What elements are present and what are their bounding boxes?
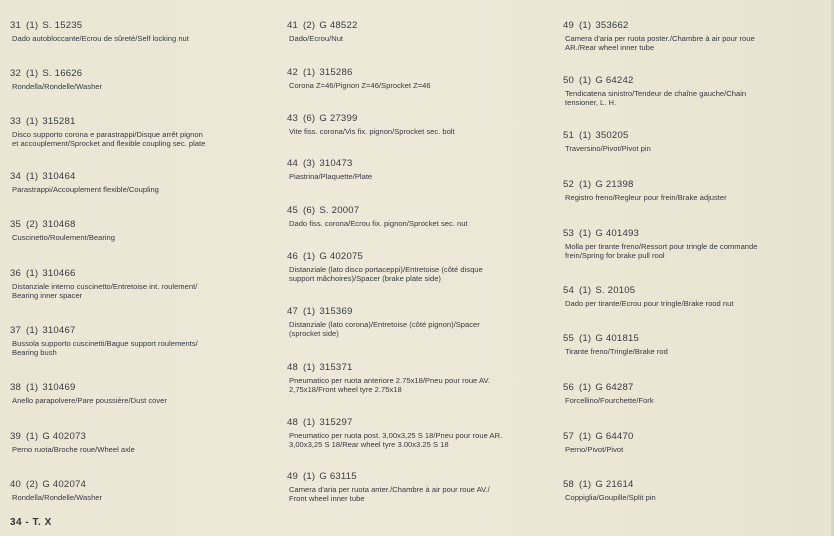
part-quantity: (1) bbox=[26, 431, 39, 442]
part-code: G 27399 bbox=[319, 113, 358, 124]
part-ref-number: 38 bbox=[10, 382, 22, 393]
part-description-line: Distanziale (lato corona)/Entretoise (côté pignon)/Spacer bbox=[289, 320, 480, 329]
part-entry bbox=[287, 20, 549, 43]
part-code: G 64242 bbox=[595, 75, 634, 86]
part-code: G 64470 bbox=[595, 431, 634, 442]
part-code: G 402075 bbox=[319, 251, 364, 262]
part-entry-header bbox=[563, 333, 828, 345]
part-entry-header bbox=[287, 205, 549, 217]
part-entry-header bbox=[287, 251, 549, 263]
part-entry bbox=[563, 130, 828, 153]
part-entry-header bbox=[287, 471, 549, 483]
part-entry bbox=[287, 205, 549, 228]
part-description bbox=[12, 339, 280, 357]
part-description-line: Anello parapolvere/Pare poussière/Dust cover bbox=[12, 396, 167, 405]
part-description-line: Traversino/Pivot/Pivot pin bbox=[565, 144, 651, 153]
part-code: 315297 bbox=[319, 417, 353, 428]
part-quantity: (6) bbox=[303, 205, 316, 216]
part-entry-header bbox=[10, 20, 280, 32]
part-description-line: Tendicatena sinistro/Tendeur de chaîne gauche/Chain bbox=[565, 89, 747, 98]
part-ref-number: 55 bbox=[563, 333, 575, 344]
part-entry-header bbox=[287, 417, 549, 429]
part-description-line: Rondella/Rondelle/Washer bbox=[12, 493, 103, 502]
part-code: 315371 bbox=[319, 362, 353, 373]
page-edge-shadow bbox=[830, 0, 834, 536]
part-code: 315281 bbox=[42, 116, 76, 127]
part-description-line: Tirante freno/Tringle/Brake rod bbox=[565, 347, 668, 356]
part-code: G 402074 bbox=[42, 479, 87, 490]
page-footer-label: 34 - T. X bbox=[10, 517, 52, 528]
part-description-line: Corona Z=46/Pignon Z=46/Sprocket Z=46 bbox=[289, 81, 431, 90]
part-entry bbox=[287, 251, 549, 283]
part-description bbox=[289, 431, 549, 449]
part-description-line: Camera d'aria per ruota anter./Chambre à air pour roue AV./ bbox=[289, 485, 490, 494]
part-entry-header bbox=[563, 479, 828, 491]
part-description-line: Vite fiss. corona/Vis fix. pignon/Sprocket sec. bolt bbox=[289, 127, 455, 136]
part-description bbox=[565, 347, 828, 356]
part-code: 353662 bbox=[595, 20, 629, 31]
part-code: S. 16626 bbox=[42, 68, 83, 79]
part-description-line: Rondella/Rondelle/Washer bbox=[12, 82, 103, 91]
part-entry-header bbox=[10, 325, 280, 337]
part-quantity: (2) bbox=[26, 479, 39, 490]
part-code: 310469 bbox=[42, 382, 76, 393]
part-entry-header bbox=[287, 67, 549, 79]
part-ref-number: 49 bbox=[563, 20, 575, 31]
part-entry-header bbox=[563, 179, 828, 191]
part-quantity: (1) bbox=[26, 268, 39, 279]
part-ref-number: 40 bbox=[10, 479, 22, 490]
part-description bbox=[289, 34, 549, 43]
part-description bbox=[12, 396, 280, 405]
part-entry bbox=[287, 417, 549, 449]
part-entry bbox=[563, 179, 828, 202]
part-description bbox=[565, 242, 828, 260]
part-quantity: (1) bbox=[26, 382, 39, 393]
part-description-line: Piastrina/Plaquette/Plate bbox=[289, 172, 373, 181]
part-quantity: (1) bbox=[303, 306, 316, 317]
part-description bbox=[12, 185, 280, 194]
part-description-line: Pneumatico per ruota anteriore 2.75x18/Pneu pour roue AV. bbox=[289, 376, 490, 385]
part-quantity: (1) bbox=[303, 417, 316, 428]
part-code: 350205 bbox=[595, 130, 629, 141]
part-quantity: (6) bbox=[303, 113, 316, 124]
part-description-line: Coppiglia/Goupille/Split pin bbox=[565, 493, 656, 502]
part-entry bbox=[287, 158, 549, 181]
part-code: S. 15235 bbox=[42, 20, 83, 31]
part-description-line: Perno/Pivot/Pivot bbox=[565, 445, 624, 454]
part-description-line: frein/Spring for brake pull rool bbox=[565, 251, 665, 261]
part-description-line: Dado autobloccante/Ecrou de sûreté/Self locking nut bbox=[12, 34, 189, 43]
part-description bbox=[289, 376, 549, 394]
part-code: G 401815 bbox=[595, 333, 640, 344]
part-description bbox=[289, 127, 549, 136]
part-ref-number: 58 bbox=[563, 479, 575, 490]
part-description-line: Dado per tirante/Ecrou pour tringle/Brake rood nut bbox=[565, 299, 734, 308]
part-entry bbox=[287, 471, 549, 503]
part-quantity: (1) bbox=[579, 479, 592, 490]
part-description bbox=[565, 34, 828, 52]
part-ref-number: 49 bbox=[287, 471, 299, 482]
part-entry bbox=[563, 285, 828, 308]
part-entry-header bbox=[563, 75, 828, 87]
part-ref-number: 47 bbox=[287, 306, 299, 317]
part-description bbox=[289, 81, 549, 90]
part-ref-number: 32 bbox=[10, 68, 22, 79]
part-code: G 402073 bbox=[42, 431, 87, 442]
part-ref-number: 42 bbox=[287, 67, 299, 78]
part-quantity: (1) bbox=[579, 228, 592, 239]
part-quantity: (3) bbox=[303, 158, 316, 169]
part-entry-header bbox=[563, 431, 828, 443]
part-code: 310473 bbox=[319, 158, 353, 169]
part-ref-number: 35 bbox=[10, 219, 22, 230]
part-ref-number: 44 bbox=[287, 158, 299, 169]
part-code: 310467 bbox=[42, 325, 76, 336]
part-code: G 63115 bbox=[319, 471, 357, 482]
part-entry-header bbox=[10, 116, 280, 128]
part-description bbox=[565, 144, 828, 153]
part-entry bbox=[10, 382, 280, 405]
part-entry-header bbox=[287, 362, 549, 374]
part-code: S. 20105 bbox=[595, 285, 636, 296]
part-ref-number: 33 bbox=[10, 116, 22, 127]
part-entry-header bbox=[10, 431, 280, 443]
part-description bbox=[289, 320, 549, 338]
part-description-line: Forcellino/Fourchette/Fork bbox=[565, 396, 654, 405]
part-ref-number: 51 bbox=[563, 130, 575, 141]
part-description bbox=[12, 445, 280, 454]
part-entry bbox=[10, 268, 280, 300]
part-code: 315369 bbox=[319, 306, 353, 317]
part-description-line: AR./Rear wheel inner tube bbox=[565, 43, 655, 53]
part-ref-number: 36 bbox=[10, 268, 22, 279]
part-description bbox=[289, 219, 549, 228]
part-description bbox=[12, 493, 280, 502]
part-entry-header bbox=[10, 479, 280, 491]
part-description bbox=[565, 89, 828, 107]
part-description-line: Distanziale (lato disco portaceppi)/Entretoise (côté disque bbox=[289, 265, 483, 274]
part-quantity: (1) bbox=[26, 325, 39, 336]
part-entry bbox=[563, 75, 828, 107]
part-description-line: Parastrappi/Accouplement flexible/Coupling bbox=[12, 185, 159, 194]
part-description bbox=[12, 282, 280, 300]
part-description-line: et accouplement/Sprocket and flexible coupling sec. plate bbox=[12, 139, 206, 149]
part-ref-number: 54 bbox=[563, 285, 575, 296]
part-entry-header bbox=[287, 113, 549, 125]
part-ref-number: 56 bbox=[563, 382, 575, 393]
part-entry bbox=[287, 113, 549, 136]
part-quantity: (2) bbox=[303, 20, 316, 31]
part-description-line: Camera d'aria per ruota poster./Chambre à air pour roue bbox=[565, 34, 755, 43]
part-description-line: Bussola supporto cuscinetti/Bague support roulements/ bbox=[12, 339, 198, 348]
part-ref-number: 57 bbox=[563, 431, 575, 442]
part-quantity: (1) bbox=[579, 130, 592, 141]
part-description-line: Registro freno/Regleur pour frein/Brake adjuster bbox=[565, 193, 727, 202]
part-description bbox=[12, 34, 280, 43]
part-code: 310466 bbox=[42, 268, 76, 279]
part-code: G 64287 bbox=[595, 382, 634, 393]
part-description bbox=[565, 396, 828, 405]
part-entry bbox=[287, 67, 549, 90]
part-entry bbox=[10, 431, 280, 454]
part-ref-number: 41 bbox=[287, 20, 299, 31]
part-description-line: (sprocket side) bbox=[289, 329, 339, 339]
part-entry-header bbox=[287, 306, 549, 318]
part-ref-number: 53 bbox=[563, 228, 575, 239]
part-description bbox=[565, 493, 828, 502]
part-ref-number: 37 bbox=[10, 325, 22, 336]
part-code: G 48522 bbox=[319, 20, 358, 31]
part-description-line: 2,75x18/Front wheel tyre 2.75x18 bbox=[289, 385, 402, 395]
part-quantity: (1) bbox=[579, 20, 592, 31]
part-entry bbox=[563, 382, 828, 405]
part-description bbox=[289, 265, 549, 283]
part-entry bbox=[563, 333, 828, 356]
part-description-line: Pneumatico per ruota post. 3,00x3,25 S 18/Pneu pour roue AR. bbox=[289, 431, 503, 440]
part-description bbox=[289, 485, 549, 503]
part-description bbox=[12, 130, 280, 148]
part-entry-header bbox=[563, 130, 828, 142]
part-entry bbox=[287, 306, 549, 338]
part-code: 310464 bbox=[42, 171, 76, 182]
part-description-line: Cuscinetto/Roulement/Bearing bbox=[12, 233, 115, 242]
part-description-line: 3,00x3,25 S 18/Rear wheel tyre 3.00x3.25 S 18 bbox=[289, 440, 449, 450]
part-quantity: (1) bbox=[26, 116, 39, 127]
part-ref-number: 45 bbox=[287, 205, 299, 216]
part-code: 310468 bbox=[42, 219, 76, 230]
part-description-line: Disco supporto corona e parastrappi/Disque arrêt pignon bbox=[12, 130, 203, 139]
part-description-line: Perno ruota/Broche roue/Wheel axle bbox=[12, 445, 135, 454]
part-ref-number: 46 bbox=[287, 251, 299, 262]
part-entry bbox=[563, 479, 828, 502]
part-quantity: (2) bbox=[26, 219, 39, 230]
part-quantity: (1) bbox=[579, 333, 592, 344]
part-description-line: Bearing inner spacer bbox=[12, 291, 83, 301]
part-quantity: (1) bbox=[579, 285, 592, 296]
part-description bbox=[565, 299, 828, 308]
part-code: S. 20007 bbox=[319, 205, 360, 216]
part-entry-header bbox=[10, 382, 280, 394]
part-description-line: Dado fiss. corona/Ecrou fix. pignon/Sprocket sec. nut bbox=[289, 219, 468, 228]
part-quantity: (1) bbox=[26, 20, 39, 31]
part-entry-header bbox=[563, 382, 828, 394]
part-description-line: Molla per tirante freno/Ressort pour tringle de commande bbox=[565, 242, 758, 251]
part-quantity: (1) bbox=[579, 75, 592, 86]
part-description bbox=[565, 445, 828, 454]
part-ref-number: 52 bbox=[563, 179, 575, 190]
part-ref-number: 48 bbox=[287, 417, 299, 428]
part-entry bbox=[563, 431, 828, 454]
part-description bbox=[289, 172, 549, 181]
part-entry-header bbox=[287, 158, 549, 170]
part-description bbox=[565, 193, 828, 202]
part-entry-header bbox=[563, 20, 828, 32]
part-entry-header bbox=[563, 285, 828, 297]
part-entry-header bbox=[563, 228, 828, 240]
part-code: G 401493 bbox=[595, 228, 640, 239]
part-description-line: Distanziale interno cuscinetto/Entretoise int. roulement/ bbox=[12, 282, 198, 291]
part-quantity: (1) bbox=[579, 179, 592, 190]
part-entry bbox=[10, 171, 280, 194]
part-code: 315286 bbox=[319, 67, 353, 78]
part-description bbox=[12, 233, 280, 242]
part-quantity: (1) bbox=[579, 382, 592, 393]
part-entry bbox=[10, 325, 280, 357]
part-entry bbox=[10, 479, 280, 502]
part-entry bbox=[287, 362, 549, 394]
part-entry bbox=[10, 68, 280, 91]
part-ref-number: 39 bbox=[10, 431, 22, 442]
part-entry-header bbox=[10, 68, 280, 80]
part-entry bbox=[10, 116, 280, 148]
part-code: G 21398 bbox=[595, 179, 634, 190]
part-quantity: (1) bbox=[303, 362, 316, 373]
part-entry-header bbox=[287, 20, 549, 32]
part-quantity: (1) bbox=[303, 251, 316, 262]
part-quantity: (1) bbox=[26, 171, 39, 182]
part-entry-header bbox=[10, 219, 280, 231]
part-description-line: tensioner, L. H. bbox=[565, 98, 617, 108]
part-ref-number: 50 bbox=[563, 75, 575, 86]
part-quantity: (1) bbox=[303, 471, 316, 482]
part-quantity: (1) bbox=[26, 68, 39, 79]
part-quantity: (1) bbox=[579, 431, 592, 442]
part-description-line: Bearing bush bbox=[12, 348, 57, 358]
part-entry-header bbox=[10, 268, 280, 280]
part-ref-number: 31 bbox=[10, 20, 22, 31]
part-description-line: support mâchoires)/Spacer (brake plate side) bbox=[289, 274, 441, 284]
part-entry bbox=[10, 219, 280, 242]
part-description bbox=[12, 82, 280, 91]
part-description-line: Dado/Ecrou/Nut bbox=[289, 34, 344, 43]
part-entry bbox=[563, 20, 828, 52]
part-entry-header bbox=[10, 171, 280, 183]
part-ref-number: 48 bbox=[287, 362, 299, 373]
part-quantity: (1) bbox=[303, 67, 316, 78]
part-ref-number: 34 bbox=[10, 171, 22, 182]
part-ref-number: 43 bbox=[287, 113, 299, 124]
part-entry bbox=[10, 20, 280, 43]
part-description-line: Front wheel inner tube bbox=[289, 494, 365, 504]
part-entry bbox=[563, 228, 828, 260]
part-code: G 21614 bbox=[595, 479, 634, 490]
